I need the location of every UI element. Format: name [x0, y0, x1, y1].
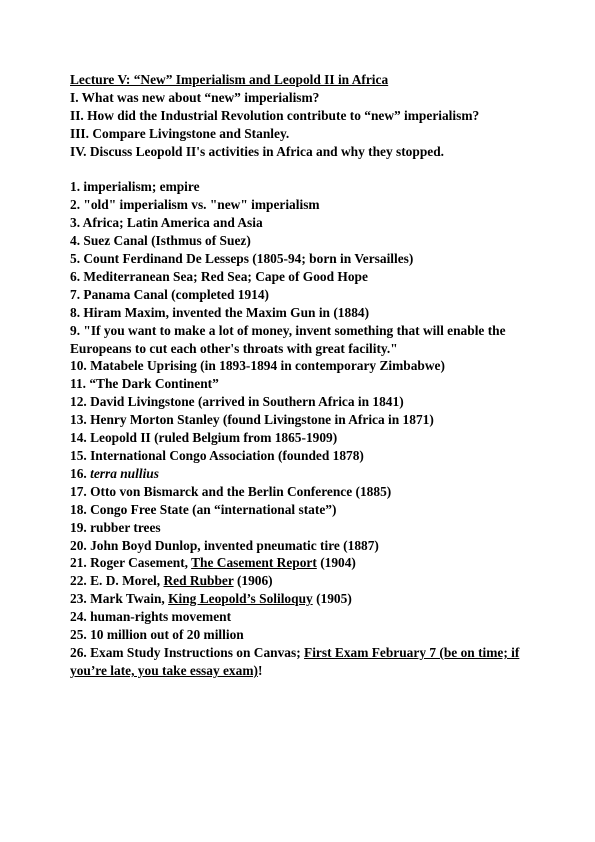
- term-16-italic: terra nullius: [90, 465, 159, 481]
- question-3: III. Compare Livingstone and Stanley.: [70, 125, 290, 141]
- term-22: [70, 572, 540, 590]
- term-16: [70, 465, 540, 483]
- term-13: 13. Henry Morton Stanley (found Livingstone in Africa in 1871): [70, 412, 434, 428]
- term-23-work-title: King Leopold’s Soliloquy: [168, 591, 313, 607]
- term-21-prefix: 21. Roger Casement,: [70, 555, 189, 571]
- term-3: 3. Africa; Latin America and Asia: [70, 215, 263, 231]
- term-24: 24. human-rights movement: [70, 609, 232, 625]
- term-26-prefix: 26. Exam Study Instructions on Canvas;: [70, 644, 301, 660]
- term-21-work-title: The Casement Report: [191, 555, 317, 571]
- term-7: 7. Panama Canal (completed 1914): [70, 286, 269, 302]
- term-4: 4. Suez Canal (Isthmus of Suez): [70, 233, 251, 249]
- term-16-number: 16.: [70, 465, 87, 481]
- term-10: 10. Matabele Uprising (in 1893-1894 in contemporary Zimbabwe): [70, 358, 445, 374]
- term-25: 25. 10 million out of 20 million: [70, 627, 244, 643]
- term-22-prefix: 22. E. D. Morel,: [70, 573, 161, 589]
- lecture-outline: [70, 71, 540, 680]
- term-21-year: (1904): [320, 555, 356, 571]
- term-12: 12. David Livingstone (arrived in Southern Africa in 1841): [70, 394, 404, 410]
- term-8: 8. Hiram Maxim, invented the Maxim Gun in (1884): [70, 304, 370, 320]
- term-19: 19. rubber trees: [70, 519, 161, 535]
- term-15: 15. International Congo Association (founded 1878): [70, 448, 364, 464]
- exam-notice: First Exam February 7 (be on time; if you’re late, you take essay exam): [70, 644, 520, 678]
- question-4: IV. Discuss Leopold II's activities in Africa and why they stopped.: [70, 143, 445, 159]
- term-1: 1. imperialism; empire: [70, 179, 200, 195]
- term-20: 20. John Boyd Dunlop, invented pneumatic tire (1887): [70, 537, 379, 553]
- term-18: 18. Congo Free State (an “international state”): [70, 501, 337, 517]
- question-1: I. What was new about “new” imperialism?: [70, 89, 320, 105]
- term-6: 6. Mediterranean Sea; Red Sea; Cape of Good Hope: [70, 268, 368, 284]
- term-23: [70, 590, 540, 608]
- lecture-title: Lecture V: “New” Imperialism and Leopold II in Africa: [70, 72, 389, 87]
- term-26-end: !: [257, 662, 263, 678]
- term-9: 9. "If you want to make a lot of money, invent something that will enable the Europeans to cut each other's throats with great facility.": [70, 322, 506, 356]
- term-22-year: (1906): [236, 573, 273, 589]
- term-23-prefix: 23. Mark Twain,: [70, 591, 165, 607]
- term-26: [70, 644, 540, 680]
- spacer: [70, 161, 540, 179]
- term-2: 2. "old" imperialism vs. "new" imperialism: [70, 197, 320, 213]
- term-14: 14. Leopold II (ruled Belgium from 1865-1909): [70, 430, 338, 446]
- term-17: 17. Otto von Bismarck and the Berlin Conference (1885): [70, 483, 392, 499]
- term-21: [70, 554, 540, 572]
- term-5: 5. Count Ferdinand De Lesseps (1805-94; born in Versailles): [70, 251, 414, 267]
- question-2: II. How did the Industrial Revolution contribute to “new” imperialism?: [70, 107, 480, 123]
- term-11: 11. “The Dark Continent”: [70, 376, 219, 392]
- term-23-year: (1905): [316, 591, 352, 607]
- term-22-work-title: Red Rubber: [163, 573, 234, 589]
